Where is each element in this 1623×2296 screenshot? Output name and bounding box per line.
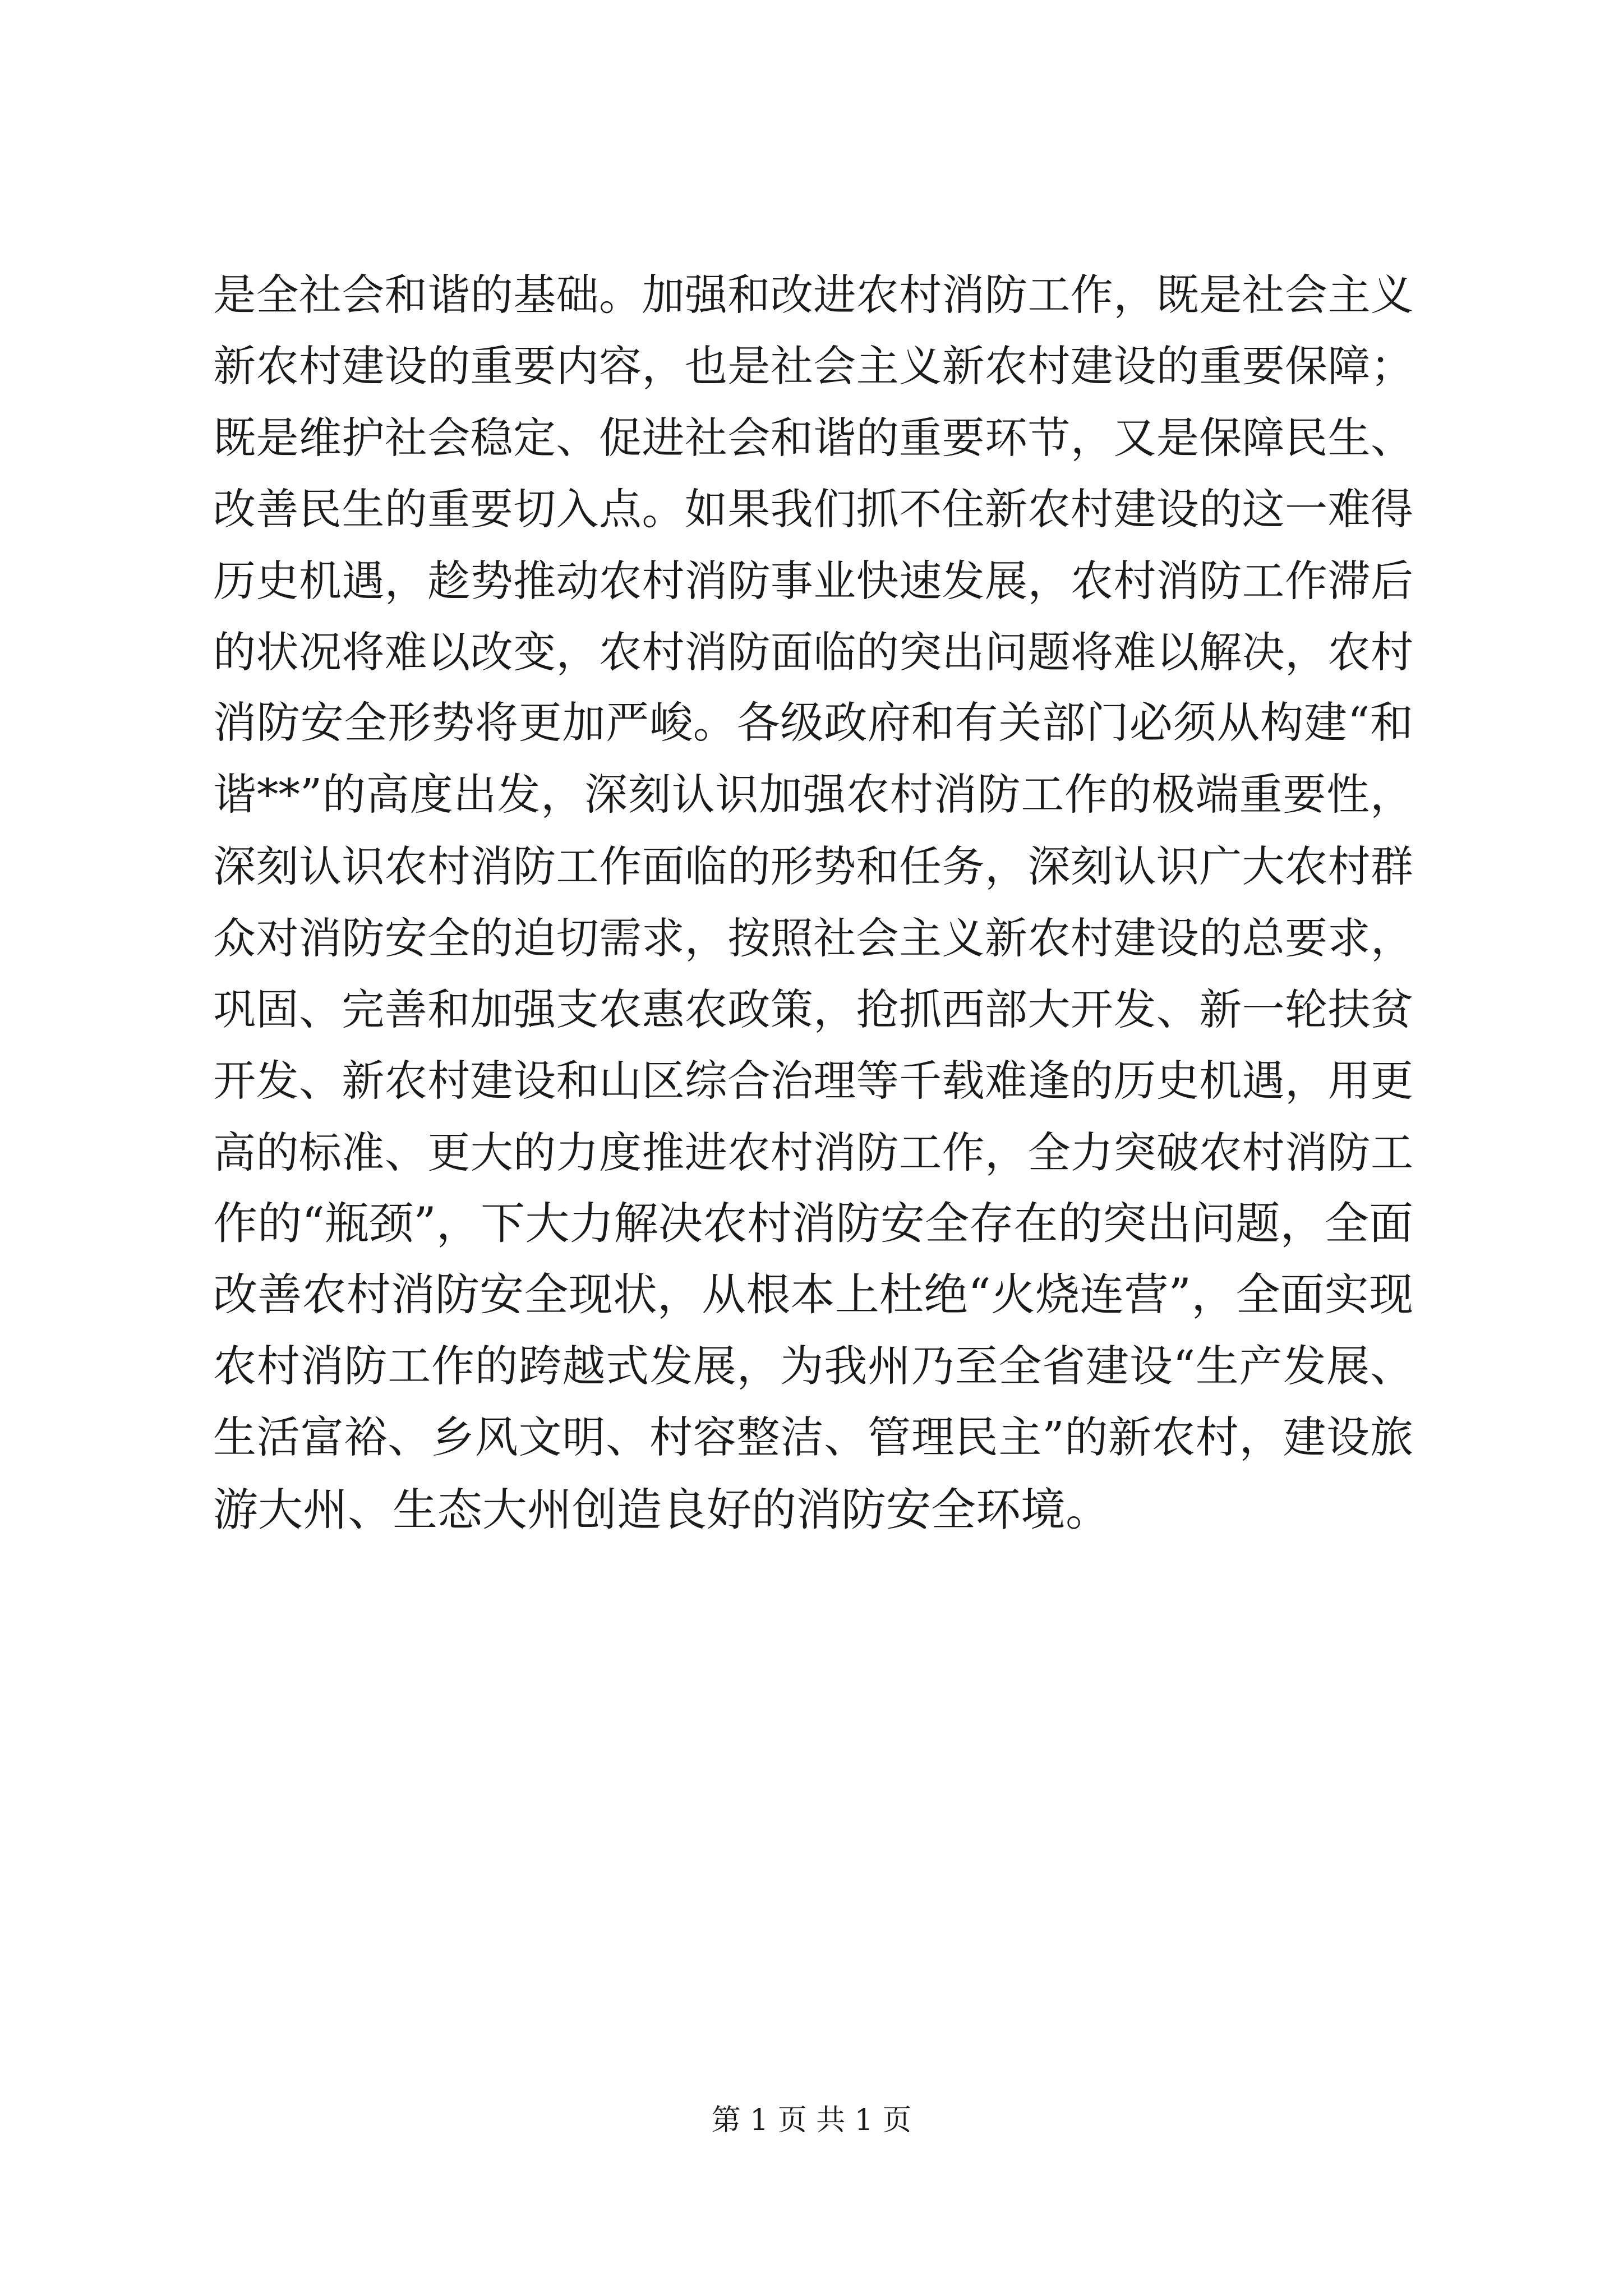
- text-line: 深刻认识农村消防工作面临的形势和任务，深刻认识广大农村群: [213, 841, 1413, 892]
- text-line: 生活富裕、乡风文明、村容整洁、管理民主”的新农村，建设旅: [213, 1413, 1413, 1464]
- text-line: 改善农村消防安全现状，从根本上杜绝“火烧连营”，全面实现: [213, 1269, 1413, 1321]
- text-line: 是全社会和谐的基础。加强和改进农村消防工作，既是社会主义: [213, 270, 1413, 320]
- text-line: 历史机遇，趁势推动农村消防事业快速发展，农村消防工作滞后: [213, 555, 1413, 606]
- text-line: 众对消防安全的迫切需求，按照社会主义新农村建设的总要求，: [213, 913, 1413, 963]
- text-line: 改善民生的重要切入点。如果我们抓不住新农村建设的这一难得: [213, 484, 1413, 535]
- text-line: 高的标准、更大的力度推进农村消防工作，全力突破农村消防工: [213, 1127, 1413, 1177]
- body-paragraph: [213, 259, 1413, 1545]
- text-line: 作的“瓶颈”，下大力解决农村消防安全存在的突出问题，全面: [213, 1198, 1413, 1250]
- text-line: 农村消防工作的跨越式发展，为我州乃至全省建设“生产发展、: [213, 1341, 1413, 1392]
- text-line: 新农村建设的重要内容，也是社会主义新农村建设的重要保障；: [213, 341, 1413, 392]
- text-line: 游大州、生态大州创造良好的消防安全环境。: [213, 1483, 1110, 1536]
- text-line: 开发、新农村建设和山区综合治理等千载难逢的历史机遇，用更: [213, 1056, 1413, 1106]
- text-line: 谐**”的高度出发，深刻认识加强农村消防工作的极端重要性，: [213, 770, 1413, 820]
- text-line: 的状况将难以改变，农村消防面临的突出问题将难以解决，农村: [213, 627, 1413, 677]
- text-line: 巩固、完善和加强支农惠农政策，抢抓西部大开发、新一轮扶贫: [213, 984, 1413, 1034]
- text-line: 既是维护社会稳定、促进社会和谐的重要环节，又是保障民生、: [213, 412, 1413, 463]
- page-number-footer: 第 1 页 共 1 页: [711, 2104, 912, 2137]
- text-line: 消防安全形势将更加严峻。各级政府和有关部门必须从构建“和: [213, 698, 1413, 749]
